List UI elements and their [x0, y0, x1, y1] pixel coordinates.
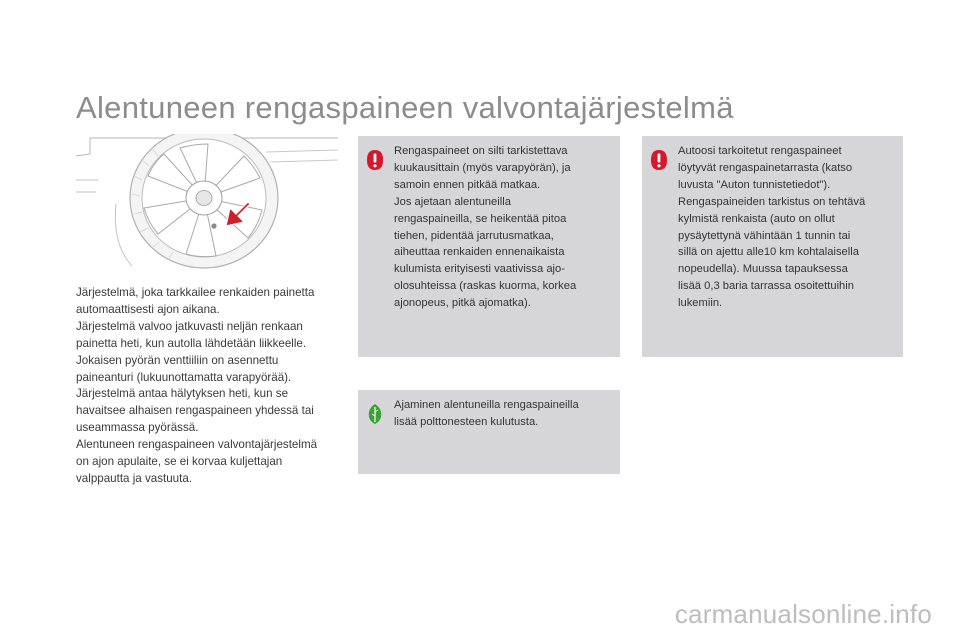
tip-note-box	[358, 390, 620, 474]
exclamation-icon	[366, 149, 384, 171]
tip-note-text: Ajaminen alentuneilla rengaspaineilla lisää polttonesteen kulutusta.	[394, 399, 579, 428]
wheel-valve-svg	[76, 134, 338, 270]
warning-note-box	[358, 136, 620, 357]
warning-note-box	[642, 136, 903, 357]
page-title: Alentuneen rengaspaineen valvontajärjestelmä	[76, 90, 734, 125]
intro-paragraph: Järjestelmä, joka tarkkailee renkaiden painetta automaattisesti ajon aikana. Järjestelmä valvoo jatkuvasti neljän renkaan painetta heti, kun autolla lähdetään liikkeelle. Jokaisen pyörän venttiiliin on asennettu paineanturi (lukuunottamatta varapyörää). Järjestelmä antaa hälytyksen heti, kun se havaitsee alhaisen rengaspaineen yhdessä tai useammassa pyörässä. Alentuneen rengaspaineen valvontajärjestelmä on ajon apulaite, se ei korvaa kuljettajan valppautta ja vastuuta.	[76, 286, 318, 485]
watermark-url: carmanualsonline.info	[674, 599, 932, 629]
wheel-valve-illustration	[76, 134, 338, 270]
leaf-icon	[366, 403, 384, 425]
warning-note-text: Rengaspaineet on silti tarkistettava kuukausittain (myös varapyörän), ja samoin ennen pitkää matkaa. Jos ajetaan alentuneilla rengaspaineilla, se heikentää pitoa tiehen, pidentää jarrutusmatkaa, aiheuttaa renkaiden ennenaikaista kulumista erityisesti vaativissa ajo- olosuhteissa (raskas kuorma, korkea ajonopeus, pitkä ajomatka).	[394, 145, 577, 310]
warning-note-text: Autoosi tarkoitetut rengaspaineet löytyvät rengaspainetarrasta (katso luvusta "Auton tunnistetiedot"). Rengaspaineiden tarkistus on tehtävä kylmistä renkaista (auto on ollut pysäytettynä vähintään 1 tunnin tai sillä on ajettu alle10 km kohtalaisella nopeudella). Muussa tapauksessa lisää 0,3 baria tarrassa osoitettuihin lukemiin.	[678, 145, 866, 310]
exclamation-icon	[650, 149, 668, 171]
